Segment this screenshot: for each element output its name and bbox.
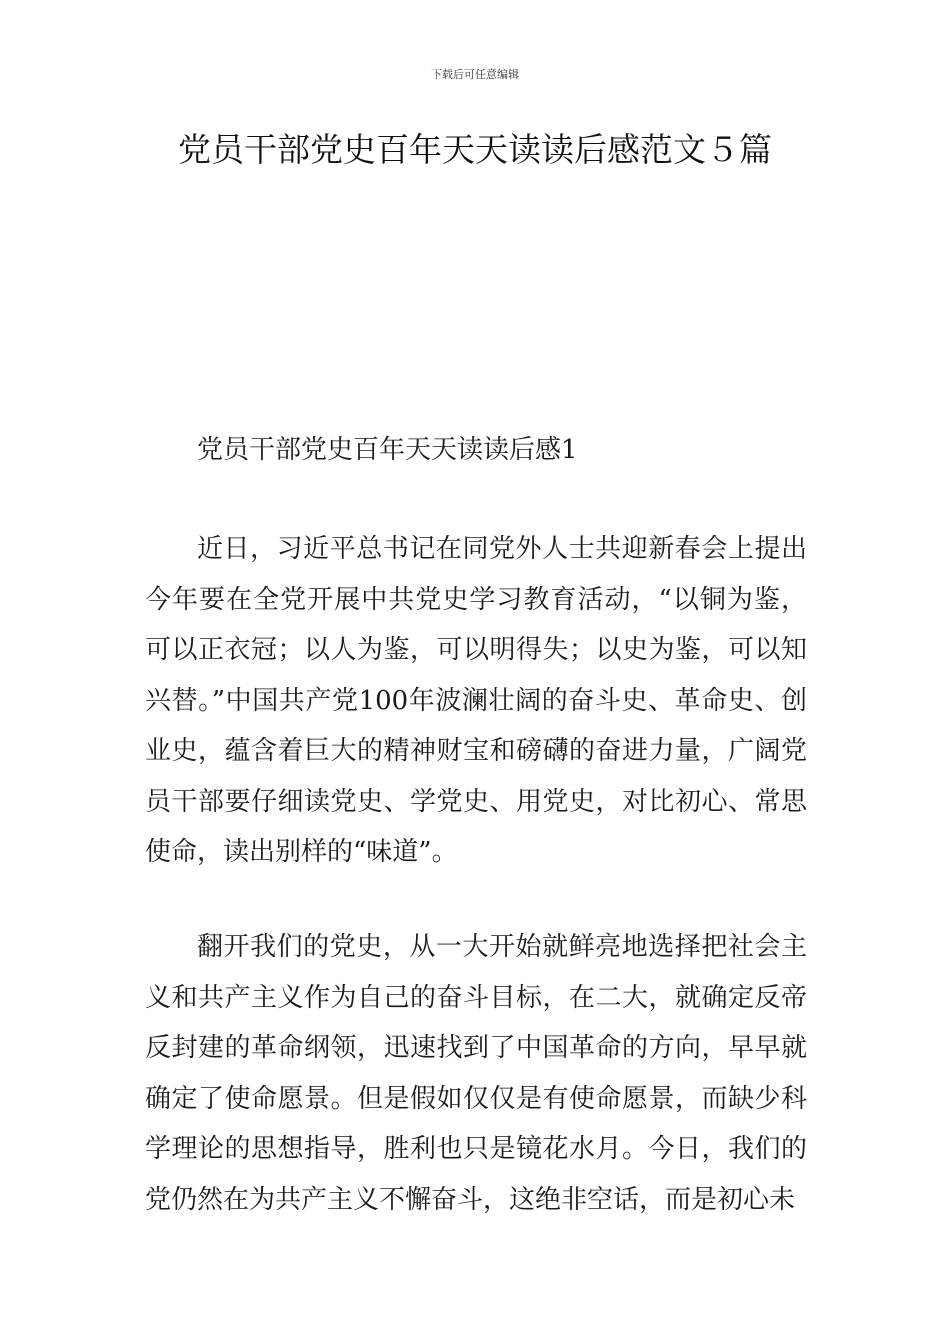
section-heading-text: 党员干部党史百年天天读读后感1 bbox=[197, 435, 578, 465]
body-paragraph bbox=[145, 922, 807, 1225]
document-title: 党员干部党史百年天天读读后感范文５篇 bbox=[178, 130, 772, 169]
paragraph-text: 翻开我们的党史，从一大开始就鲜亮地选择把社会主义和共产主义作为自己的奋斗目标，在二大，就确定反帝反封建的革命纲领，迅速找到了中国革命的方向，早早就确定了使命愿景。但是假如仅仅是有使命愿景，而缺少科学理论的思想指导，胜利也只是镜花水月。今日，我们的党仍然在为共产主义不懈奋斗，这绝非空话，而是初心未 bbox=[145, 932, 807, 1215]
body-paragraph bbox=[145, 524, 807, 878]
section-heading bbox=[145, 425, 807, 476]
paragraph-text: 近日，习近平总书记在同党外人士共迎新春会上提出今年要在全党开展中共党史学习教育活动，“以铜为鉴，可以正衣冠；以人为鉴，可以明得失；以史为鉴，可以知兴替。”中国共产党100年波澜壮阔的奋斗史、革命史、创业史，蕴含着巨大的精神财宝和磅礴的奋进力量，广阔党员干部要仔细读党史、学党史、用党史，对比初心、常思使命，读出别样的“味道”。 bbox=[145, 534, 807, 867]
header-note: 下载后可任意编辑 bbox=[431, 68, 519, 81]
